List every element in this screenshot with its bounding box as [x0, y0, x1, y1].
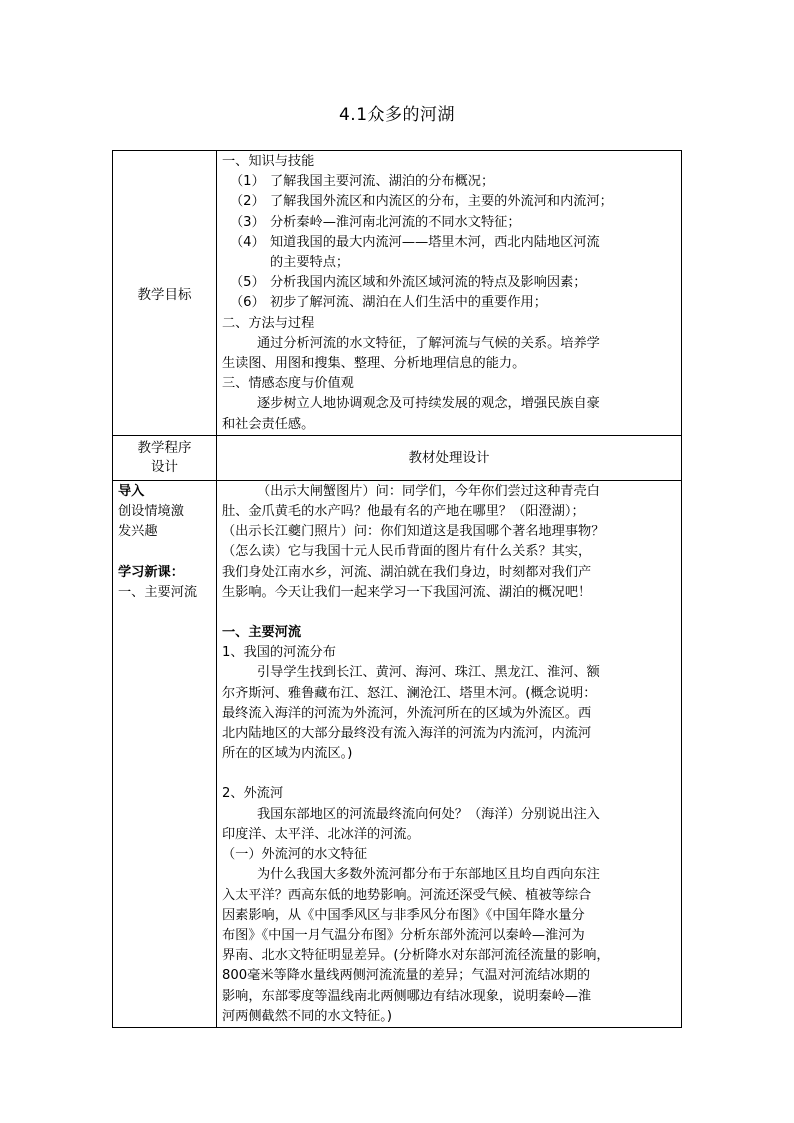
objective-item-number: （6）	[230, 295, 265, 311]
objectives-content	[217, 151, 681, 435]
procedure-header-row	[113, 435, 682, 480]
objectives-row	[113, 151, 682, 436]
procedure-step-label: 一、主要河流	[118, 584, 198, 600]
content-line: 肚、金爪黄毛的水产吗？他最有名的产地在哪里？（阳澄湖）；	[222, 504, 585, 520]
objectives-label: 教学目标	[137, 286, 192, 303]
content-line: 引导学生找到长江、黄河、海河、珠江、黑龙江、淮河、额	[257, 665, 600, 681]
objective-text: 的主要特点；	[270, 255, 350, 271]
objective-item	[222, 172, 677, 192]
procedure-header-left-line1: 教学程序	[137, 439, 192, 456]
spacer	[222, 603, 677, 623]
page-title: 4.1众多的河湖	[338, 105, 456, 125]
content-line: 河两侧截然不同的水文特征。)	[222, 1008, 392, 1024]
objectives-content-cell	[217, 151, 682, 436]
spacer	[222, 764, 677, 784]
content-line: 我们身处江南水乡，河流、湖泊就在我们身边，时刻都对我们产	[222, 564, 592, 580]
content-line: 入太平洋？西高东低的地势影响。河流还深受气候、植被等综合	[222, 887, 592, 903]
objectives-label-cell	[113, 151, 217, 436]
procedure-left-cell	[113, 480, 217, 1027]
procedure-step-label: 创设情境激	[118, 504, 184, 520]
procedure-header-left	[113, 435, 217, 480]
objective-text: 和社会责任感。	[222, 416, 315, 432]
content-line: 因素影响，从《中国季风区与非季风分布图》《中国年降水量分	[222, 907, 585, 923]
procedure-right-cell	[217, 480, 682, 1027]
objective-heading: 三、情感态度与价值观	[222, 376, 354, 392]
content-line: 生影响。今天让我们一起来学习一下我国河流、湖泊的概况吧！	[222, 584, 592, 600]
objective-text: 通过分析河流的水文特征，了解河流与气候的关系。培养学	[257, 335, 600, 351]
content-line: 影响，东部零度等温线南北两侧哪边有结冰现象，说明秦岭—淮	[222, 988, 592, 1004]
content-line: 最终流入海洋的河流为外流河，外流河所在的区域为外流区。西	[222, 705, 592, 721]
content-line: （怎么读）它与我国十元人民币背面的图片有什么关系？其实，	[222, 544, 592, 560]
procedure-step-label	[118, 542, 216, 562]
objective-item-number: （1）	[230, 174, 265, 190]
objective-item	[222, 213, 677, 233]
objective-item	[222, 273, 677, 293]
objective-text: 生读图、用图和搜集、整理、分析地理信息的能力。	[222, 356, 526, 372]
objective-text: 逐步树立人地协调观念及可持续发展的观念，增强民族自豪	[257, 396, 600, 412]
procedure-step-label: 导入	[118, 483, 145, 499]
objective-item-text: 知道我国的最大内流河——塔里木河，西北内陆地区河流	[270, 234, 600, 250]
content-line: 2、外流河	[222, 786, 284, 802]
objective-item	[222, 233, 677, 253]
content-line: 界南、北水文特征明显差异。(分析降水对东部河流径流量的影响，	[222, 948, 610, 964]
procedure-step-label: 学习新课：	[118, 564, 184, 580]
procedure-header-right	[217, 435, 682, 480]
content-line: （一）外流河的水文特征	[222, 847, 368, 863]
section-heading: 一、主要河流	[222, 625, 302, 641]
content-line: （出示大闸蟹图片）问：同学们，今年你们尝过这种青壳白	[257, 483, 600, 499]
objective-heading: 一、知识与技能	[222, 154, 315, 169]
procedure-header-left-line2: 设计	[151, 458, 178, 475]
objective-item-text: 了解我国主要河流、湖泊的分布概况；	[270, 174, 495, 190]
objective-item-number: （3）	[230, 214, 265, 230]
content-line: 1、我国的河流分布	[222, 645, 336, 661]
content-line: 印度洋、太平洋、北冰洋的河流。	[222, 826, 420, 842]
objective-item	[222, 192, 677, 212]
lesson-plan-table	[112, 150, 682, 1028]
content-line: 800毫米等降水量线两侧河流流量的差异；气温对河流结冰期的	[222, 968, 591, 984]
objective-item	[222, 293, 677, 313]
content-line: （出示长江夔门照片）问：你们知道这是我国哪个著名地理事物？	[222, 524, 605, 540]
procedure-header-right-text: 教材处理设计	[408, 449, 490, 466]
content-line: 尔齐斯河、雅鲁藏布江、怒江、澜沧江、塔里木河。(概念说明：	[222, 685, 597, 701]
objective-item-number: （4）	[230, 234, 265, 250]
content-line: 为什么我国大多数外流河都分布于东部地区且均自西向东注	[257, 867, 600, 883]
objective-item-number: （2）	[230, 194, 265, 210]
objective-item-text: 分析我国内流区域和外流区域河流的特点及影响因素；	[270, 275, 587, 291]
procedure-right-content	[217, 481, 681, 1027]
objective-heading: 二、方法与过程	[222, 315, 315, 331]
content-line: 北内陆地区的大部分最终没有流入海洋的河流为内流河，内流河	[222, 726, 592, 742]
objective-item-number: （5）	[230, 275, 265, 291]
procedure-step-label: 发兴趣	[118, 524, 158, 540]
procedure-left-content	[113, 481, 216, 603]
objective-item-text: 初步了解河流、湖泊在人们生活中的重要作用；	[270, 295, 547, 311]
content-line: 我国东部地区的河流最终流向何处？（海洋）分别说出注入	[257, 806, 600, 822]
objective-item-text: 了解我国外流区和内流区的分布，主要的外流河和内流河；	[270, 194, 613, 210]
objective-item-text: 分析秦岭—淮河南北河流的不同水文特征；	[270, 214, 521, 230]
content-line: 布图》《中国一月气温分布图》分析东部外流河以秦岭—淮河为	[222, 927, 585, 943]
procedure-body-row	[113, 480, 682, 1027]
content-line: 所在的区域为内流区。)	[222, 746, 353, 762]
